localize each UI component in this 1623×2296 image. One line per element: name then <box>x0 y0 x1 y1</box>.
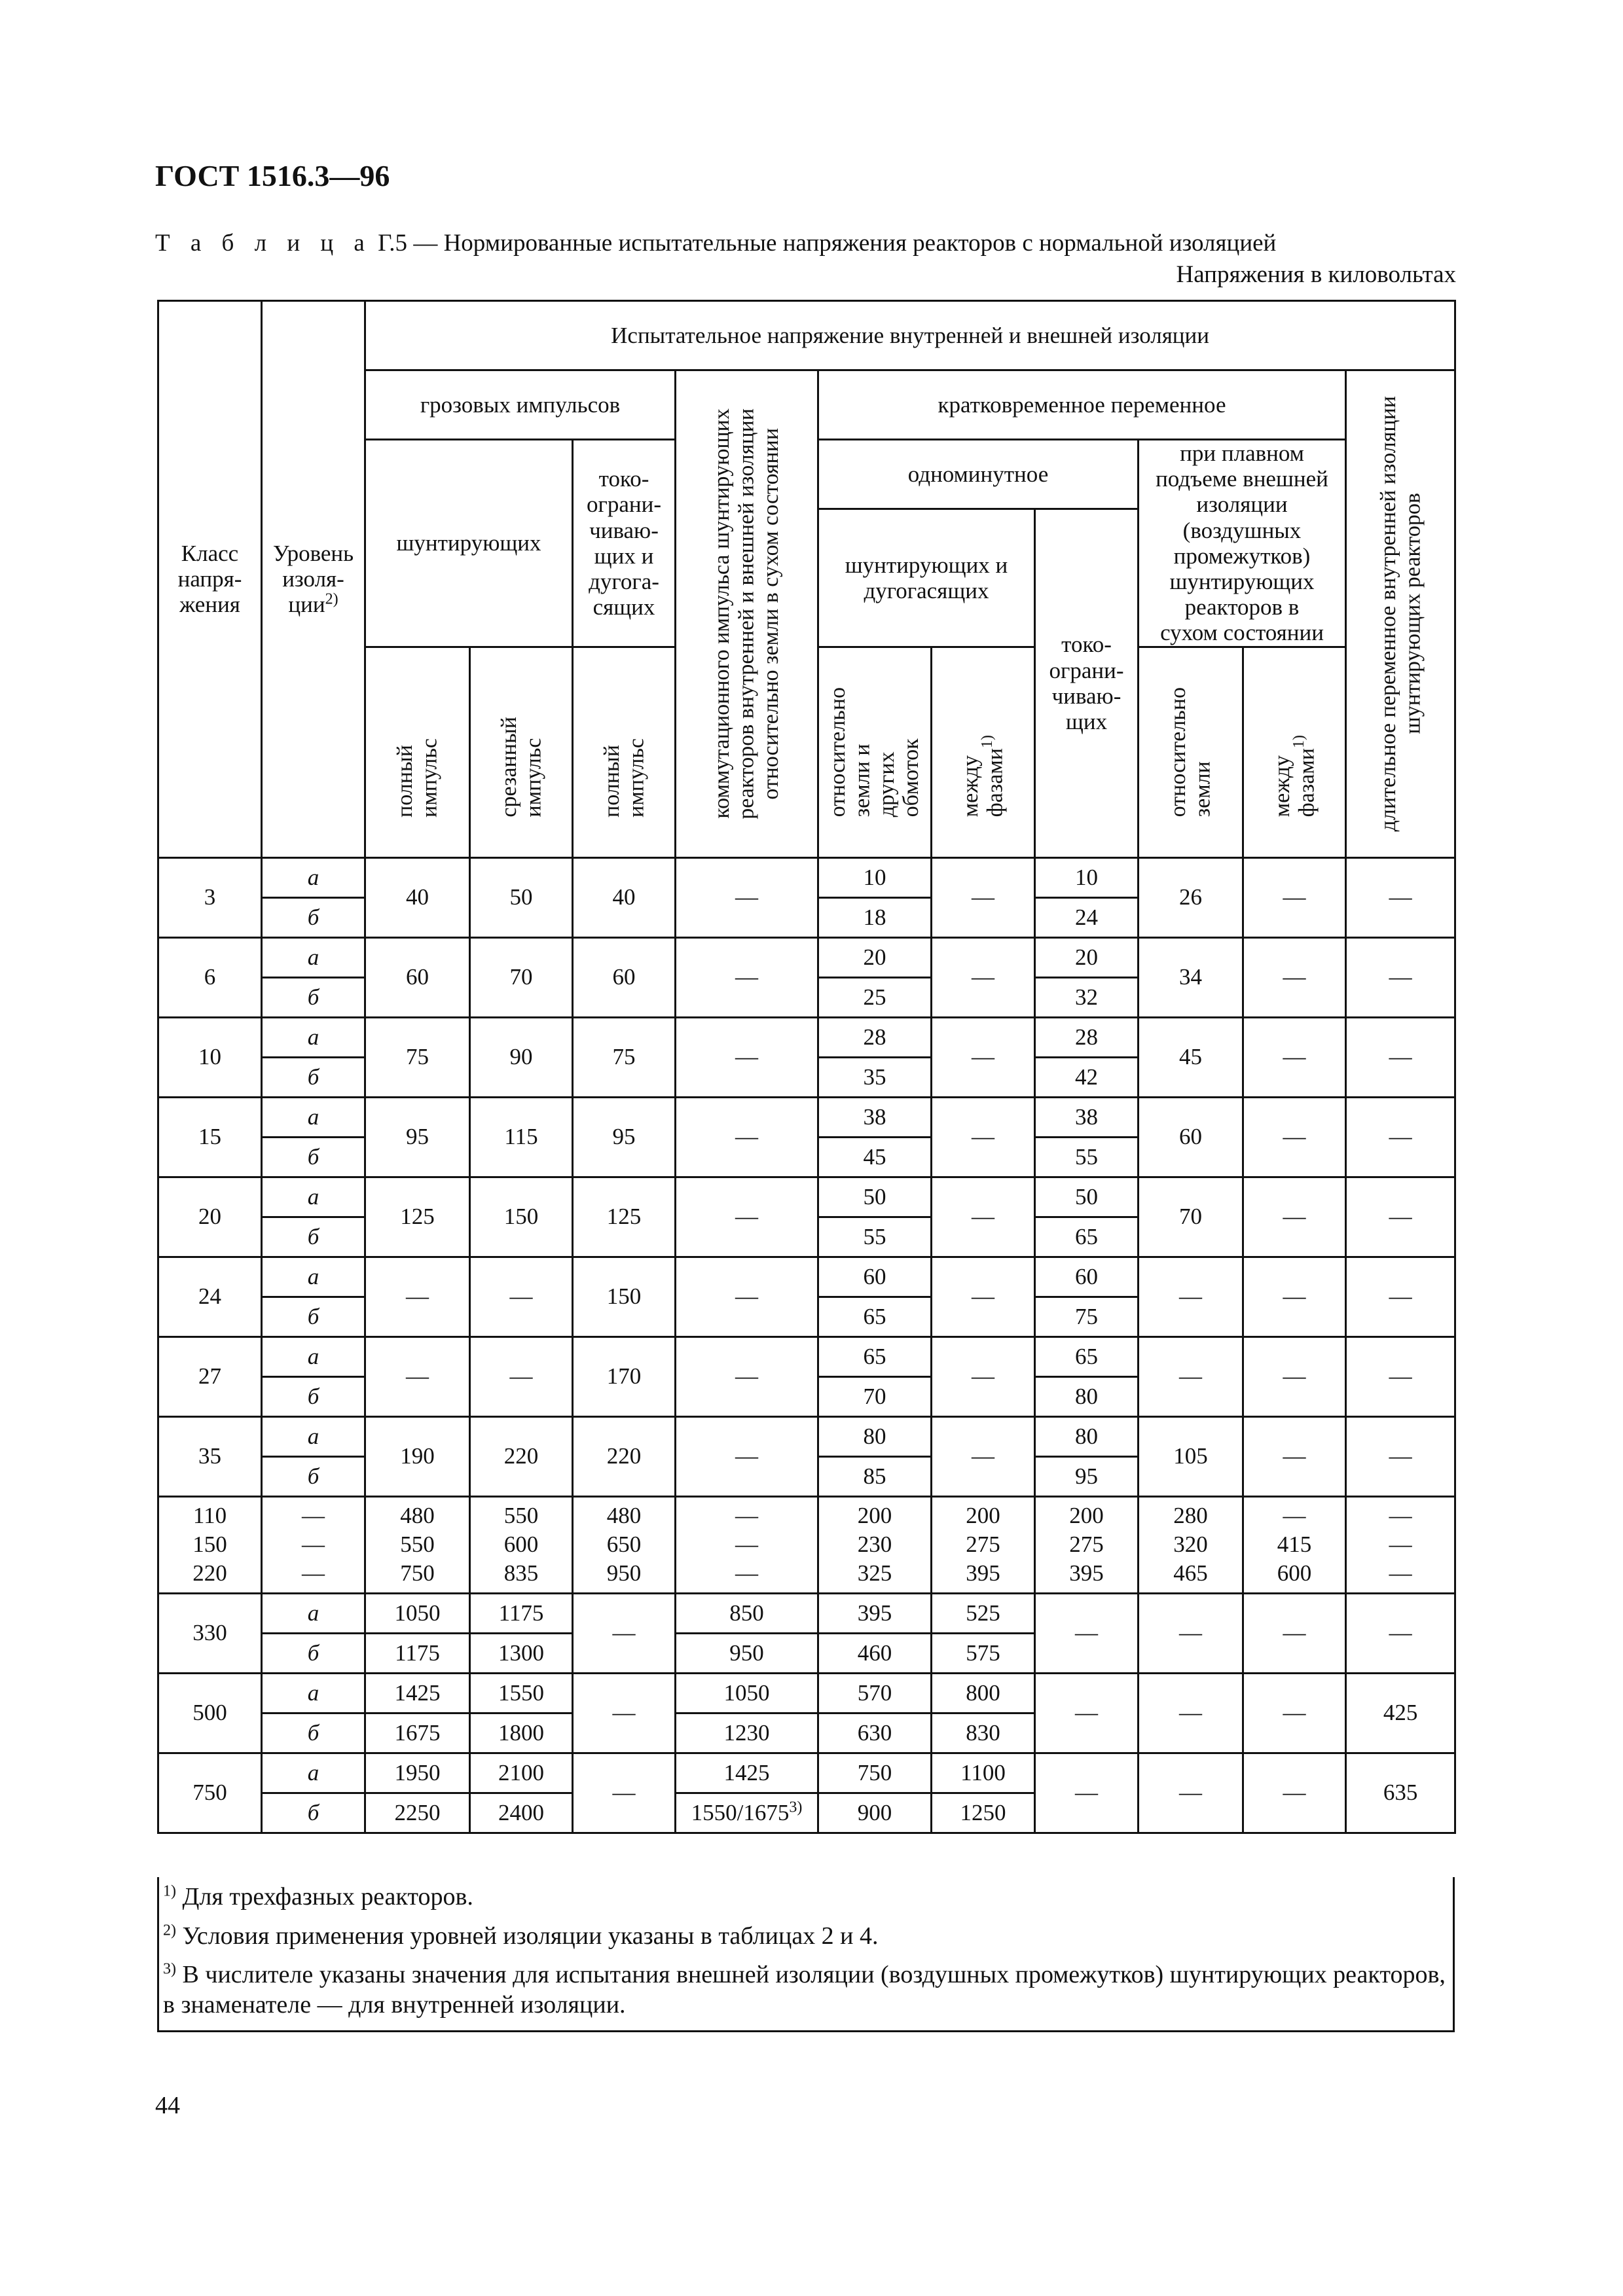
table-cell: 1675 <box>365 1713 470 1753</box>
switching-cell <box>676 1793 818 1833</box>
table-cell: — <box>1346 1257 1455 1336</box>
level-cell: а <box>262 937 365 977</box>
table-cell: 65 <box>818 1297 932 1336</box>
table-cell: 10 <box>1035 857 1139 897</box>
table-cell: 1300 <box>470 1633 573 1673</box>
table-cell: 635 <box>1346 1753 1455 1833</box>
footnotes <box>157 1877 1455 2032</box>
level-cell: а <box>262 1017 365 1057</box>
switching-value: 1550/1675 <box>691 1799 790 1825</box>
table-cell: — <box>1243 1416 1346 1496</box>
level-cell: а <box>262 1593 365 1633</box>
switching-cell <box>676 1713 818 1753</box>
switching-cell <box>676 1633 818 1673</box>
header-smooth-rise: при плавном подъеме внешней изоляции (воздушных промежутков) шунтирующих реакторов в сухом состоянии <box>1139 440 1346 647</box>
table-cell: — <box>932 1336 1035 1416</box>
header-shorttime: кратковременное переменное <box>818 370 1346 440</box>
table-cell: — <box>1243 857 1346 937</box>
switching-value: 1230 <box>723 1719 770 1746</box>
table-cell: — <box>1346 1177 1455 1257</box>
table-cell: 850 <box>676 1593 818 1633</box>
header-shunt-arc: шунтирующих и дугогасящих <box>818 509 1035 647</box>
table-cell: 190 <box>365 1416 470 1496</box>
table-cell: 95 <box>1035 1456 1139 1496</box>
table-cell: 460 <box>818 1633 932 1673</box>
level-cell: б <box>262 1713 365 1753</box>
table-cell: — <box>1346 1017 1455 1097</box>
table-cell: — <box>932 857 1035 937</box>
header-full-impulse-cl: полный импульс <box>573 647 676 857</box>
table-cell: 45 <box>1139 1017 1243 1097</box>
table-cell: 40 <box>365 857 470 937</box>
class-cell: 35 <box>158 1416 262 1496</box>
table-cell: — <box>676 1177 818 1257</box>
table-cell: 105 <box>1139 1416 1243 1496</box>
table-cell: — <box>1243 1257 1346 1336</box>
footnote-2: $^{2)}$ Условия применения уровней изоляции указаны в таблицах 2 и 4. <box>163 1921 879 1950</box>
table-cell: 425 <box>1346 1673 1455 1753</box>
table-cell: — <box>1346 1593 1455 1673</box>
level-cell: б <box>262 1793 365 1833</box>
table-cell: 38 <box>1035 1097 1139 1137</box>
level-cell: а <box>262 857 365 897</box>
table-cell: — <box>932 1177 1035 1257</box>
table-cell: 830 <box>932 1713 1035 1753</box>
table-cell: 60 <box>1139 1097 1243 1177</box>
table-cell: — <box>1243 1097 1346 1177</box>
header-shunting: шунтирующих <box>365 440 573 647</box>
table-cell: — <box>1139 1753 1243 1833</box>
table-cell: 575 <box>932 1633 1035 1673</box>
table-cell: 34 <box>1139 937 1243 1017</box>
switching-value: 950 <box>729 1640 764 1666</box>
header-chopped-impulse: срезанный импульс <box>470 647 573 857</box>
table-cell: 1550 <box>470 1673 573 1713</box>
header-level: Уровень изоля- ции$^{2)}$ <box>262 301 365 858</box>
table-cell: 26 <box>1139 857 1243 937</box>
class-cell: 10 <box>158 1017 262 1097</box>
header-class: Класс напря- жения <box>158 301 262 858</box>
table-cell: — <box>1346 937 1455 1017</box>
table-cell: — <box>676 1017 818 1097</box>
table-cell: — <box>1243 1673 1346 1753</box>
table-cell: — <box>676 1416 818 1496</box>
table-cell: 28 <box>1035 1017 1139 1057</box>
level-cell: а <box>262 1097 365 1137</box>
table-cell: 115 <box>470 1097 573 1177</box>
table-cell: 480 650 950 <box>573 1496 676 1593</box>
table-cell: 65 <box>1035 1217 1139 1257</box>
table-cell: — <box>676 937 818 1017</box>
table-cell: — <box>932 1017 1035 1097</box>
table-cell: — <box>1243 1017 1346 1097</box>
table-cell: 570 <box>818 1673 932 1713</box>
table-cell: 28 <box>818 1017 932 1057</box>
table-cell: — <box>1035 1673 1139 1753</box>
table-cell: 1175 <box>470 1593 573 1633</box>
table-cell: 80 <box>1035 1376 1139 1416</box>
table-cell: 24 <box>1035 897 1139 937</box>
table-cell: 125 <box>365 1177 470 1257</box>
level-cell: б <box>262 1137 365 1177</box>
table-cell: 70 <box>818 1376 932 1416</box>
table-cell: 800 <box>932 1673 1035 1713</box>
table-cell: — <box>1035 1593 1139 1673</box>
table-cell: 110 150 220 <box>158 1496 262 1593</box>
document-header: ГОСТ 1516.3—96 <box>155 159 390 192</box>
table-cell: 35 <box>818 1057 932 1097</box>
table-cell: 1050 <box>365 1593 470 1633</box>
table-cell: 200 230 325 <box>818 1496 932 1593</box>
header-between-phases: между фазами$^{1)}$ <box>932 647 1035 857</box>
table-cell: 525 <box>932 1593 1035 1633</box>
caption-number: Г.5 <box>378 230 408 257</box>
class-cell: 330 <box>158 1593 262 1673</box>
table-cell: — — — <box>1346 1496 1455 1593</box>
table-cell: — <box>1139 1257 1243 1336</box>
table-cell: 65 <box>818 1336 932 1376</box>
table-cell: 95 <box>365 1097 470 1177</box>
table-cell: 1950 <box>365 1753 470 1793</box>
header-full-impulse: полный импульс <box>365 647 470 857</box>
table-row <box>158 1336 1455 1376</box>
table-cell: 95 <box>573 1097 676 1177</box>
header-one-minute: одноминутное <box>818 440 1139 509</box>
footnote-3: $^{3)}$ В числителе указаны значения для испытания внешней изоляции (воздушных промежутков) шунтирующих реакторов, в знаменателе — для внутренней изоляции. <box>163 1960 1446 2018</box>
table-cell: 2250 <box>365 1793 470 1833</box>
table-cell: — <box>365 1336 470 1416</box>
table-cell: — <box>1035 1753 1139 1833</box>
table-cell: 1425 <box>365 1673 470 1713</box>
table-cell: 2100 <box>470 1753 573 1793</box>
table-cell: — <box>1139 1673 1243 1753</box>
table-row <box>158 857 1455 897</box>
table-cell: 1050 <box>676 1673 818 1713</box>
table-cell: — <box>1139 1593 1243 1673</box>
table-row <box>158 937 1455 977</box>
level-cell: б <box>262 1456 365 1496</box>
table-row <box>158 1017 1455 1057</box>
class-cell: 3 <box>158 857 262 937</box>
table-cell: 60 <box>818 1257 932 1297</box>
footnote-1: $^{1)}$ Для трехфазных реакторов. <box>163 1882 473 1910</box>
table-cell: 750 <box>818 1753 932 1793</box>
table-cell: 170 <box>573 1336 676 1416</box>
class-cell: 15 <box>158 1097 262 1177</box>
voltage-table <box>157 300 1456 1834</box>
table-cell: 50 <box>1035 1177 1139 1217</box>
table-cell: 10 <box>818 857 932 897</box>
table-cell: 45 <box>818 1137 932 1177</box>
table-cell: — <box>573 1673 676 1753</box>
table-cell: — <box>932 937 1035 1017</box>
table-cell: 70 <box>470 937 573 1017</box>
table-cell: — <box>676 1257 818 1336</box>
table-cell: 1250 <box>932 1793 1035 1833</box>
table-cell: 1175 <box>365 1633 470 1673</box>
caption-title: — Нормированные испытательные напряжения реакторов с нормальной изоляцией <box>413 230 1277 257</box>
table-cell: 60 <box>1035 1257 1139 1297</box>
header-switching: коммутационного импульса шунтирующих реакторов внутренней и внешней изоляции относительно земли в сухом состоянии <box>676 370 818 858</box>
table-cell: 20 <box>818 937 932 977</box>
table-cell: 1100 <box>932 1753 1035 1793</box>
table-cell: 60 <box>573 937 676 1017</box>
class-cell: 6 <box>158 937 262 1017</box>
table-cell: — <box>932 1097 1035 1177</box>
table-cell: — <box>932 1416 1035 1496</box>
table-cell: 70 <box>1139 1177 1243 1257</box>
table-row <box>158 1097 1455 1137</box>
level-cell: б <box>262 1376 365 1416</box>
table-row <box>158 1177 1455 1217</box>
table-cell: 1800 <box>470 1713 573 1753</box>
table-cell: 125 <box>573 1177 676 1257</box>
table-cell: 395 <box>818 1593 932 1633</box>
table-cell: 220 <box>470 1416 573 1496</box>
table-cell: 2400 <box>470 1793 573 1833</box>
caption-label: Т а б л и ц а <box>155 230 372 257</box>
table-cell: 38 <box>818 1097 932 1137</box>
table-cell: — <box>1139 1336 1243 1416</box>
table-cell: 1425 <box>676 1753 818 1793</box>
table-row <box>158 1257 1455 1297</box>
table-cell: — <box>1243 1177 1346 1257</box>
table-cell: 150 <box>470 1177 573 1257</box>
level-cell: а <box>262 1177 365 1217</box>
level-cell: а <box>262 1753 365 1793</box>
table-cell: 50 <box>470 857 573 937</box>
level-cell: б <box>262 897 365 937</box>
table-cell: 20 <box>1035 937 1139 977</box>
table-cell: — <box>676 1336 818 1416</box>
table-cell: 550 600 835 <box>470 1496 573 1593</box>
table-cell: 900 <box>818 1793 932 1833</box>
table-cell: 60 <box>365 937 470 1017</box>
class-cell: 27 <box>158 1336 262 1416</box>
header-rel-earth-windings: относительно земли и других обмоток <box>818 647 932 857</box>
table-cell: 150 <box>573 1257 676 1336</box>
table-cell: 200 275 395 <box>932 1496 1035 1593</box>
level-cell: а <box>262 1257 365 1297</box>
header-rel-earth: относительно земли <box>1139 647 1243 857</box>
table-cell: 200 275 395 <box>1035 1496 1139 1593</box>
table-cell: — <box>1243 937 1346 1017</box>
table-row <box>158 1593 1455 1633</box>
table-cell: — <box>1346 1336 1455 1416</box>
class-cell: 500 <box>158 1673 262 1753</box>
table-cell: — <box>1346 1416 1455 1496</box>
header-lightning: грозовых импульсов <box>365 370 676 440</box>
table-cell: 55 <box>818 1217 932 1257</box>
header-longterm: длительное переменное внутренней изоляции шунтирующих реакторов <box>1346 370 1455 858</box>
header-between-phases-2: между фазами$^{1)}$ <box>1243 647 1346 857</box>
table-cell: 280 320 465 <box>1139 1496 1243 1593</box>
table-cell: 65 <box>1035 1336 1139 1376</box>
table-cell: — <box>1243 1753 1346 1833</box>
table-cell: — <box>1243 1336 1346 1416</box>
table-cell: 32 <box>1035 977 1139 1017</box>
class-cell: 750 <box>158 1753 262 1833</box>
table-cell: — — — <box>676 1496 818 1593</box>
level-cell: б <box>262 1217 365 1257</box>
table-cell: — <box>676 1097 818 1177</box>
level-cell: а <box>262 1336 365 1376</box>
level-cell: б <box>262 1057 365 1097</box>
level-cell: а <box>262 1673 365 1713</box>
table-cell: 50 <box>818 1177 932 1217</box>
switching-sup: 3) <box>789 1799 803 1816</box>
table-row <box>158 1496 1455 1593</box>
table-cell: 85 <box>818 1456 932 1496</box>
table-caption <box>155 229 1276 257</box>
header-main: Испытательное напряжение внутренней и внешней изоляции <box>365 301 1455 370</box>
header-current-limiting-2: токо- ограни- чиваю- щих <box>1035 509 1139 858</box>
table-cell: — <box>365 1257 470 1336</box>
table-cell: 42 <box>1035 1057 1139 1097</box>
table-row <box>158 1753 1455 1793</box>
table-row <box>158 1673 1455 1713</box>
table-cell: — <box>573 1593 676 1673</box>
table-cell: 55 <box>1035 1137 1139 1177</box>
table-cell: 75 <box>365 1017 470 1097</box>
level-cell: б <box>262 1297 365 1336</box>
table-cell: — <box>470 1257 573 1336</box>
table-cell: — <box>1346 857 1455 937</box>
table-cell: 80 <box>1035 1416 1139 1456</box>
table-cell: — — — <box>262 1496 365 1593</box>
table-cell: 75 <box>1035 1297 1139 1336</box>
table-cell: 220 <box>573 1416 676 1496</box>
table-cell: — 415 600 <box>1243 1496 1346 1593</box>
class-cell: 24 <box>158 1257 262 1336</box>
header-current-limiting: токо- ограни- чиваю- щих и дугога- сящих <box>573 440 676 647</box>
table-cell: 75 <box>573 1017 676 1097</box>
class-cell: 20 <box>158 1177 262 1257</box>
table-cell: 25 <box>818 977 932 1017</box>
table-cell: — <box>1346 1097 1455 1177</box>
table-cell: 18 <box>818 897 932 937</box>
table-cell: — <box>676 857 818 937</box>
table-cell: 630 <box>818 1713 932 1753</box>
table-cell: — <box>1243 1593 1346 1673</box>
table-cell: 80 <box>818 1416 932 1456</box>
table-cell: — <box>932 1257 1035 1336</box>
table-cell: 90 <box>470 1017 573 1097</box>
page-number: 44 <box>155 2092 180 2119</box>
table-units: Напряжения в киловольтах <box>1176 261 1456 288</box>
level-cell: а <box>262 1416 365 1456</box>
table-cell: — <box>573 1753 676 1833</box>
table-cell: 40 <box>573 857 676 937</box>
table-cell: — <box>470 1336 573 1416</box>
table-row <box>158 1416 1455 1456</box>
table-body <box>158 857 1455 1833</box>
level-cell: б <box>262 977 365 1017</box>
level-cell: б <box>262 1633 365 1673</box>
table-cell: 480 550 750 <box>365 1496 470 1593</box>
